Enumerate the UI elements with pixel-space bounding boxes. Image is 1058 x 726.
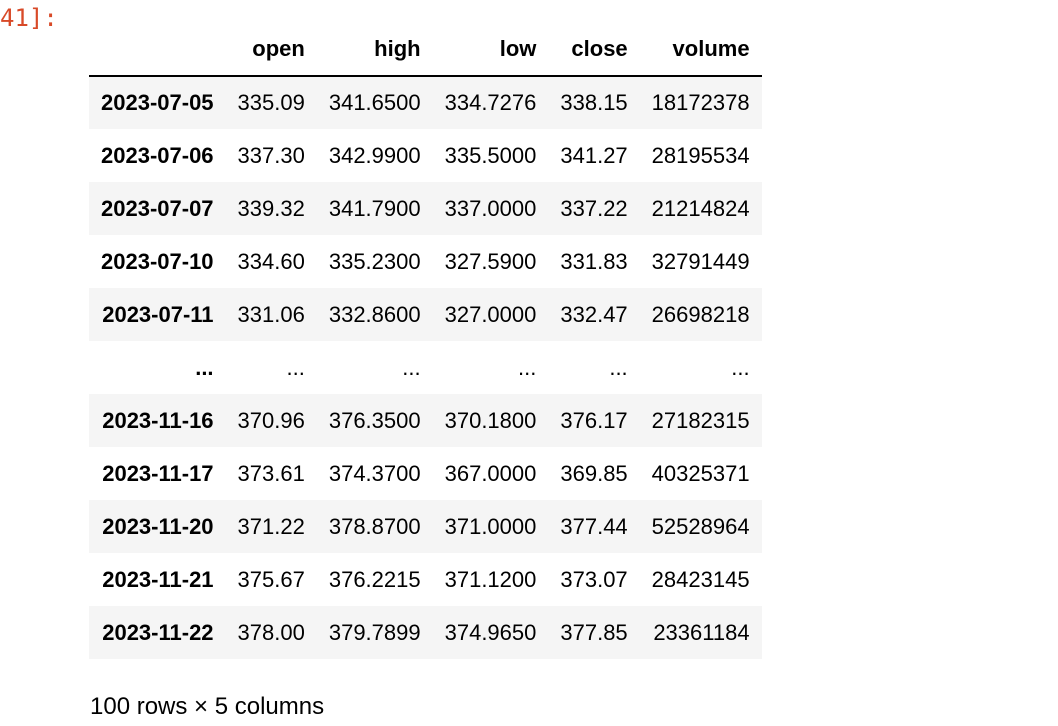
row-index: 2023-11-17 [102, 460, 214, 486]
cell-open: 371.22 [237, 513, 305, 539]
row-index: 2023-11-16 [102, 407, 214, 433]
header-high: high [317, 21, 433, 76]
cell-volume: 27182315 [651, 407, 750, 433]
row-index: 2023-07-07 [101, 195, 214, 221]
table-row [89, 235, 762, 288]
table-row [89, 129, 762, 182]
cell-low: 374.9650 [444, 619, 537, 645]
cell-high: 335.2300 [328, 248, 421, 274]
cell-low: 327.0000 [444, 301, 537, 327]
row-index: 2023-07-10 [101, 248, 214, 274]
cell-low: 337.0000 [444, 195, 537, 221]
cell-low: 371.0000 [444, 513, 537, 539]
cell-close: 341.27 [560, 142, 628, 168]
cell-volume: 52528964 [651, 513, 750, 539]
cell-close: 338.15 [560, 90, 628, 115]
cell-volume: ... [731, 354, 750, 380]
cell-low: 335.5000 [444, 142, 537, 168]
cell-high: 332.8600 [328, 301, 421, 327]
cell-high: 376.3500 [328, 407, 421, 433]
cell-close: 332.47 [560, 301, 628, 327]
header-index [89, 21, 226, 76]
cell-volume: 28195534 [651, 142, 750, 168]
table-row [89, 500, 762, 553]
header-row [89, 21, 762, 76]
cell-close: 337.22 [560, 195, 628, 221]
cell-high: ... [402, 354, 421, 380]
row-index: 2023-07-11 [102, 301, 214, 327]
cell-high: 379.7899 [328, 619, 421, 645]
table-header [89, 21, 762, 76]
cell-open: 337.30 [237, 142, 305, 168]
header-low: low [433, 21, 549, 76]
cell-close: 377.85 [560, 619, 628, 645]
cell-high: 378.8700 [328, 513, 421, 539]
cell-volume: 26698218 [651, 301, 750, 327]
cell-volume: 18172378 [651, 90, 750, 115]
row-index: 2023-11-20 [102, 513, 214, 539]
row-index: 2023-11-22 [102, 619, 214, 645]
dataframe-shape-summary: 100 rows × 5 columns [90, 693, 325, 720]
cell-open: 335.09 [237, 90, 305, 115]
cell-open: ... [286, 354, 305, 380]
cell-close: 377.44 [560, 513, 628, 539]
cell-close: ... [609, 354, 628, 380]
cell-output-prompt: 41]: [0, 4, 58, 32]
cell-high: 341.7900 [328, 195, 421, 221]
cell-low: 327.5900 [444, 248, 537, 274]
cell-volume: 32791449 [651, 248, 750, 274]
cell-low: 370.1800 [444, 407, 537, 433]
cell-open: 339.32 [237, 195, 305, 221]
cell-close: 369.85 [560, 460, 628, 486]
table-row [89, 76, 762, 129]
cell-open: 334.60 [237, 248, 305, 274]
table-row [89, 288, 762, 341]
table-row [89, 394, 762, 447]
cell-low: 371.1200 [444, 566, 537, 592]
cell-volume: 21214824 [651, 195, 750, 221]
header-close: close [548, 21, 639, 76]
cell-low: ... [518, 354, 537, 380]
row-index: ... [195, 354, 214, 380]
cell-close: 373.07 [560, 566, 628, 592]
row-index: 2023-07-06 [101, 142, 214, 168]
header-volume: volume [640, 21, 762, 76]
cell-close: 331.83 [560, 248, 628, 274]
cell-open: 375.67 [237, 566, 305, 592]
dataframe-table [89, 21, 762, 659]
table-body [89, 76, 762, 659]
cell-volume: 40325371 [651, 460, 750, 486]
cell-volume: 23361184 [653, 619, 750, 645]
table-row [89, 182, 762, 235]
cell-open: 370.96 [237, 407, 305, 433]
cell-high: 376.2215 [328, 566, 421, 592]
cell-volume: 28423145 [651, 566, 750, 592]
row-index: 2023-07-05 [101, 90, 214, 115]
table-row [89, 553, 762, 606]
ellipsis-row [89, 341, 762, 394]
row-index: 2023-11-21 [102, 566, 214, 592]
cell-close: 376.17 [560, 407, 628, 433]
cell-low: 334.7276 [444, 90, 537, 115]
cell-open: 373.61 [237, 460, 305, 486]
cell-low: 367.0000 [444, 460, 537, 486]
table-row [89, 447, 762, 500]
cell-open: 378.00 [237, 619, 305, 645]
cell-high: 341.6500 [328, 90, 421, 115]
cell-high: 342.9900 [328, 142, 421, 168]
cell-open: 331.06 [237, 301, 305, 327]
header-open: open [226, 21, 317, 76]
table-row [89, 606, 762, 659]
cell-high: 374.3700 [328, 460, 421, 486]
